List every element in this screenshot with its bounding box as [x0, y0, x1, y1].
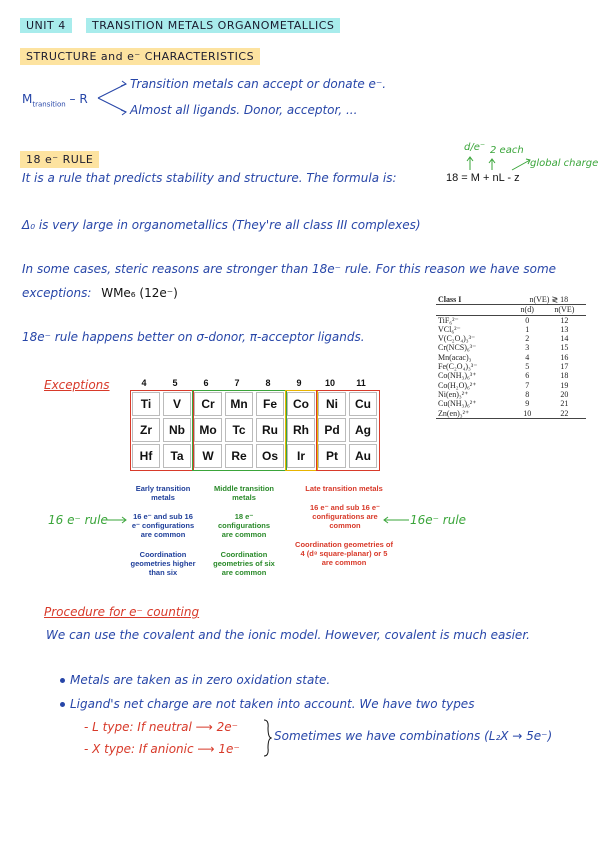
element-cell: Ni	[318, 392, 346, 416]
wme6-example: WMe₆ (12e⁻)	[101, 286, 178, 300]
complex-formula: Fe(C₂O₄)₃³⁻	[438, 362, 478, 372]
group-number: 8	[265, 378, 271, 388]
nd-value: 4	[525, 352, 530, 362]
element-cell: V	[163, 392, 191, 416]
bullet-dot-2	[60, 702, 65, 707]
nve-value: 20	[560, 389, 569, 399]
class-table-row	[436, 334, 586, 343]
complex-formula: Co(NH₃)₆³⁺	[438, 371, 477, 381]
section-structure-heading: STRUCTURE and e⁻ CHARACTERISTICS	[20, 48, 260, 65]
group-number: 10	[324, 378, 335, 388]
nve-value: 14	[560, 334, 569, 344]
nve-value: 18	[560, 371, 569, 381]
branch-arrows	[96, 78, 132, 118]
element-cell: Au	[349, 444, 377, 468]
periodic-table	[130, 378, 376, 468]
class-table	[436, 295, 586, 419]
element-cell: Rh	[287, 418, 315, 442]
nd-value: 0	[525, 315, 530, 325]
title-tag: TRANSITION METALS ORGANOMETALLICS	[86, 18, 340, 33]
class-table-row	[436, 381, 586, 390]
early-geom: Coordination geometries higher than six	[130, 550, 196, 577]
note-global: global charge	[530, 158, 599, 169]
nd-value: 9	[525, 399, 530, 409]
element-cell: Ta	[163, 444, 191, 468]
group-number: 5	[172, 378, 178, 388]
combinations-text: Sometimes we have combinations (L₂X → 5e⁻)	[274, 729, 553, 743]
m-subscript: transition	[32, 100, 66, 109]
complex-formula: Cu(NH₃)₆²⁺	[438, 399, 477, 409]
group-number: 4	[141, 378, 147, 388]
complex-formula: V(C₂O₄)₃³⁻	[438, 334, 476, 344]
class-table-row	[436, 371, 586, 380]
late-box	[316, 390, 380, 471]
ligands-line: Almost all ligands. Donor, acceptor, ...	[130, 103, 358, 117]
element-cell: Mo	[194, 418, 222, 442]
right-arrow	[380, 514, 410, 526]
element-cell: W	[194, 444, 222, 468]
element-cell: Pt	[318, 444, 346, 468]
class-table-row	[436, 315, 586, 325]
exceptions-label: exceptions:	[22, 286, 92, 300]
early-config: 16 e⁻ and sub 16 e⁻ configurations are common	[131, 512, 195, 539]
element-cell: Ag	[349, 418, 377, 442]
class-table-row	[436, 390, 586, 399]
nd-value: 3	[525, 343, 530, 353]
m-r: – R	[65, 92, 88, 106]
steric-text-2	[22, 286, 178, 300]
element-cell: Cu	[349, 392, 377, 416]
procedure-intro: We can use the covalent and the ionic model. However, covalent is much easier.	[46, 628, 530, 642]
right-16e-note: 16e⁻ rule	[410, 513, 467, 527]
nd-value: 2	[525, 334, 530, 344]
nve-value: 21	[560, 399, 569, 409]
complex-formula: Zn(en)₃²⁺	[438, 408, 470, 418]
group-number: 11	[356, 378, 366, 388]
group-number: 6	[203, 378, 209, 388]
l-type: - L type: If neutral ⟶ 2e⁻	[84, 720, 238, 734]
class-table-row	[436, 325, 586, 334]
early-box	[130, 390, 194, 471]
nd-value: 10	[523, 408, 532, 418]
element-cell: Os	[256, 444, 284, 468]
class-table-row	[436, 362, 586, 371]
class-table-title: Class I	[438, 295, 462, 304]
element-cell: Fe	[256, 392, 284, 416]
bullet-1: Metals are taken as in zero oxidation state.	[70, 673, 331, 687]
element-cell: Co	[287, 392, 315, 416]
left-16e-note: 16 e⁻ rule	[48, 513, 108, 527]
nd-value: 7	[525, 380, 530, 390]
late-geom: Coordination geometries of 4 (d⁸ square-planar) or 5 are common	[295, 540, 393, 567]
formula-arrows	[460, 152, 540, 172]
nve-value: 13	[560, 324, 569, 334]
nd-value: 6	[525, 371, 530, 381]
steric-text-1: In some cases, steric reasons are stronger than 18e⁻ rule. For this reason we have some	[22, 262, 557, 276]
m-symbol: M	[22, 92, 33, 106]
element-cell: Ti	[132, 392, 160, 416]
left-arrow	[100, 514, 130, 526]
middle-geom: Coordination geometries of six are common	[213, 550, 275, 577]
complex-formula: VCl₆²⁻	[438, 324, 461, 334]
group-number: 7	[234, 378, 240, 388]
nd-value: 1	[525, 324, 530, 334]
element-cell: Nb	[163, 418, 191, 442]
element-cell: Pd	[318, 418, 346, 442]
class-table-row	[436, 399, 586, 408]
nve-value: 22	[560, 408, 569, 418]
section-18e-heading: 18 e⁻ RULE	[20, 151, 99, 168]
class-table-sub-ve: n(VE)	[554, 305, 575, 315]
early-title: Early transition metals	[135, 484, 191, 502]
brace	[262, 718, 272, 758]
class-table-sub-d: n(d)	[520, 305, 534, 315]
complex-formula: Co(H₂O)₆²⁺	[438, 380, 477, 390]
nve-value: 15	[560, 343, 569, 353]
middle-title: Middle transition metals	[214, 484, 274, 502]
class-table-col2: n(VE) ≷ 18	[529, 295, 569, 304]
page-title	[86, 14, 340, 33]
nve-value: 16	[560, 352, 569, 362]
co-group-box	[285, 390, 318, 471]
section-structure	[20, 45, 260, 64]
group-number: 9	[296, 378, 302, 388]
formula: 18 = M + nL - z	[446, 172, 520, 184]
bullet-dot-1	[60, 678, 65, 683]
rule-text: It is a rule that predicts stability and structure. The formula is:	[22, 171, 397, 185]
class-table-row	[436, 353, 586, 362]
donor-text: 18e⁻ rule happens better on σ-donor, π-acceptor ligands.	[22, 330, 365, 344]
exceptions-heading: Exceptions	[44, 378, 110, 392]
note-each: 2 each	[490, 145, 524, 156]
unit-tag: UNIT 4	[20, 18, 72, 33]
element-cell: Cr	[194, 392, 222, 416]
section-18e	[20, 148, 99, 167]
transition-metals-line: Transition metals can accept or donate e⁻.	[130, 77, 387, 91]
class-table-row	[436, 343, 586, 352]
complex-formula: TiF₆²⁻	[438, 315, 459, 325]
delta-text: Δ₀ is very large in organometallics (They're all class III complexes)	[22, 218, 421, 232]
complex-formula: Ni(en)₃²⁺	[438, 389, 469, 399]
element-cell: Mn	[225, 392, 253, 416]
unit-label	[20, 14, 72, 33]
element-cell: Zr	[132, 418, 160, 442]
element-cell: Ru	[256, 418, 284, 442]
note-de: d/e⁻	[464, 142, 486, 153]
nd-value: 5	[525, 362, 530, 372]
element-cell: Tc	[225, 418, 253, 442]
nve-value: 17	[560, 362, 569, 372]
class-table-row	[436, 409, 586, 419]
late-title: Late transition metals	[305, 484, 383, 493]
element-cell: Re	[225, 444, 253, 468]
complex-formula: Mn(acac)₃	[438, 352, 472, 362]
middle-config: 18 e⁻ configurations are common	[217, 512, 271, 539]
element-cell: Ir	[287, 444, 315, 468]
nve-value: 12	[560, 315, 569, 325]
procedure-heading: Procedure for e⁻ counting	[44, 605, 200, 619]
nd-value: 8	[525, 389, 530, 399]
metal-ligand-label	[22, 92, 88, 108]
complex-formula: Cr(NCS)₆³⁻	[438, 343, 477, 353]
element-cell: Hf	[132, 444, 160, 468]
middle-box	[192, 390, 287, 471]
late-config: 16 e⁻ and sub 16 e⁻ configurations are common	[309, 503, 381, 530]
nve-value: 19	[560, 380, 569, 390]
bullet-2: Ligand's net charge are not taken into account. We have two types	[70, 697, 475, 711]
x-type: - X type: If anionic ⟶ 1e⁻	[84, 742, 240, 756]
